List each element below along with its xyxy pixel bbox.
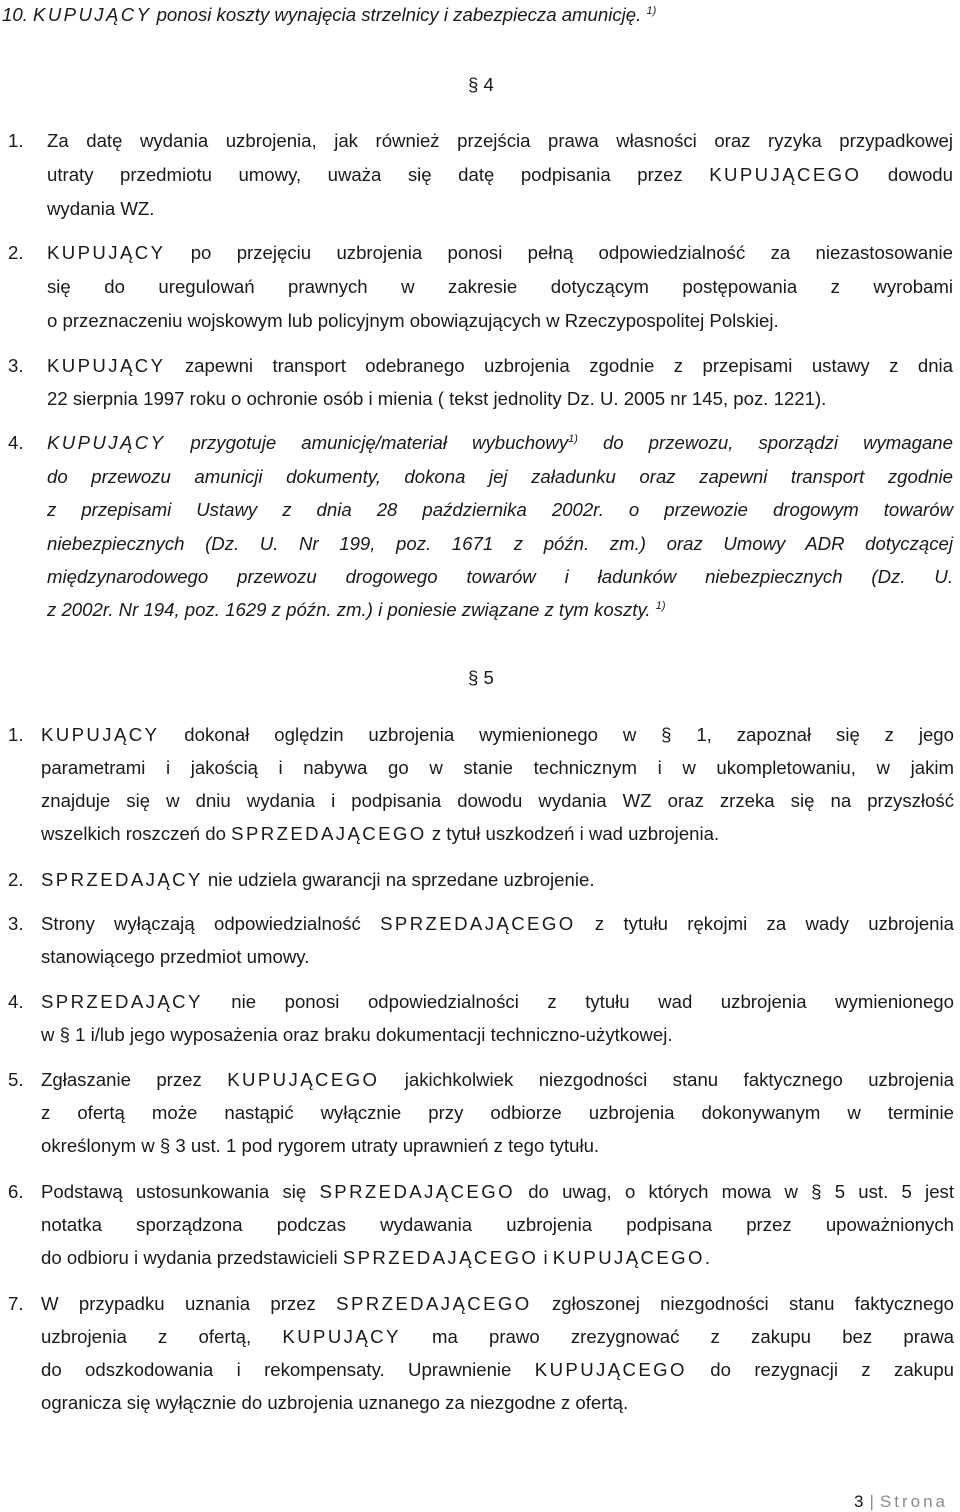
item-line: w § 1 i/lub jego wyposażenia oraz braku dokumentacji techniczno-użytkowej. [41,1024,673,1045]
item-line: z przepisami Ustawy z dnia 28 października 2002r. o przewozie drogowym towarów [47,499,953,520]
party-name: SPRZEDAJĄCEGO [336,1293,532,1314]
item-line [41,1069,954,1091]
section-heading-4: § 4 [468,74,494,95]
party-name: KUPUJĄCEGO [534,1359,687,1380]
item-text: uzbrojenia z ofertą, [41,1326,252,1347]
item-line: stanowiącego przedmiot umowy. [41,946,310,967]
item-line [47,432,953,454]
item-text: ma prawo zrezygnować z zakupu bez prawa [432,1326,955,1347]
item-line: 22 sierpnia 1997 roku o ochronie osób i mienia ( tekst jednolity Dz. U. 2005 nr 145, poz. 1221). [47,388,827,409]
item-text: z 2002r. Nr 194, poz. 1629 z późn. zm.) i poniesie związane z tym koszty. [47,599,651,620]
party-name: SPRZEDAJĄCEGO [342,1247,539,1268]
item-number: 2. [8,869,24,890]
item-line [41,913,954,935]
party-name: KUPUJĄCY [47,242,166,263]
item-text: Podstawą ustosunkowania się [41,1181,307,1202]
item-line: znajduje się w dniu wydania i podpisania dowodu wydania WZ oraz zrzeka się na przyszłość [41,790,954,811]
item-number: 7. [8,1293,24,1314]
page-footer [854,1492,948,1512]
party-name: KUPUJĄCEGO [709,164,862,185]
item-number: 2. [8,242,24,263]
item-text: po przejęciu uzbrojenia ponosi pełną odpowiedzialność za niezastosowanie [190,242,954,263]
item-text: do przewozu, sporządzi wymagane [602,432,953,453]
item-text: dokonał oględzin uzbrojenia wymienionego w § 1, zapoznał się z jego [184,724,954,745]
item-line [41,1247,710,1269]
item-text: i [543,1247,548,1268]
item-text: do uwag, o których mowa w § 5 ust. 5 jest [528,1181,954,1202]
item-line: określonym w § 3 ust. 1 pod rygorem utraty uprawnień z tego tytułu. [41,1135,600,1156]
party-name: KUPUJĄCY [41,724,160,745]
item-line: notatka sporządzona podczas wydawania uzbrojenia podpisana przez upoważnionych [41,1214,954,1235]
party-name: SPRZEDAJĄCEGO [231,823,427,844]
section-heading-5: § 5 [468,667,494,688]
page-label: Strona [879,1492,948,1511]
item-number: 4. [8,432,24,453]
footnote-mark: 1) [568,432,578,445]
item-text: zgłoszonej niezgodności stanu faktycznego [551,1293,954,1314]
item-text: nie ponosi odpowiedzialności z tytułu wad uzbrojenia wymienionego [231,991,954,1012]
item-number: 5. [8,1069,24,1090]
item-line: ogranicza się wyłącznie do uzbrojenia uznanego za niezgodne z ofertą. [41,1392,629,1413]
footnote-mark: 1) [646,4,657,17]
footnote-mark: 1) [655,599,666,612]
party-name: KUPUJĄCY [47,432,166,453]
item-text: dowodu [887,164,953,185]
item-line [41,1293,954,1315]
item-line: międzynarodowego przewozu drogowego towarów i ładunków niebezpiecznych (Dz. U. [47,566,953,587]
party-name: KUPUJĄCY [33,4,152,25]
item-line: Za datę wydania uzbrojenia, jak również przejścia prawa własności oraz ryzyka przypadkowej [47,130,953,151]
party-name: SPRZEDAJĄCY [41,991,203,1012]
item-line: do przewozu amunicji dokumenty, dokona jej załadunku oraz zapewni transport zgodnie [47,466,953,487]
item-text: z tytuł uszkodzeń i wad uzbrojenia. [431,823,720,844]
item-text: wszelkich roszczeń do [41,823,226,844]
item-number: 1. [8,724,24,745]
item-text: do odszkodowania i rekompensaty. Uprawnienie [41,1359,512,1380]
item-10 [2,4,656,26]
item-text: W przypadku uznania przez [41,1293,316,1314]
item-line: wydania WZ. [47,198,155,219]
item-line [41,1359,954,1381]
item-text: nie udziela gwarancji na sprzedane uzbrojenie. [207,869,595,890]
item-text: jakichkolwiek niezgodności stanu faktycznego uzbrojenia [404,1069,954,1090]
item-line: niebezpiecznych (Dz. U. Nr 199, poz. 1671 z późn. zm.) oraz Umowy ADR dotyczącej [47,533,953,554]
item-line [41,869,595,891]
item-number: 4. [8,991,24,1012]
item-text: utraty przedmiotu umowy, uważa się datę podpisania przez [47,164,683,185]
item-line [47,242,953,264]
item-text: zapewni transport odebranego uzbrojenia zgodnie z przepisami ustawy z dnia [184,355,954,376]
item-text: do odbioru i wydania przedstawicieli [41,1247,338,1268]
item-line [47,599,666,621]
item-text: . [704,1247,711,1268]
item-line: się do uregulowań prawnych w zakresie dotyczącym postępowania z wyrobami [47,276,953,297]
item-line [41,1326,954,1348]
party-name: KUPUJĄCY [47,355,166,376]
item-text: z tytułu rękojmi za wady uzbrojenia [594,913,954,934]
item-line [41,1181,954,1203]
item-line [41,823,719,845]
page-number: 3 [854,1492,864,1511]
item-number: 1. [8,130,24,151]
party-name: SPRZEDAJĄCY [41,869,203,890]
party-name: KUPUJĄCY [282,1326,401,1347]
item-line: z ofertą może nastąpić wyłącznie przy odbiorze uzbrojenia dokonywanym w terminie [41,1102,954,1123]
item-line: o przeznaczeniu wojskowym lub policyjnym obowiązujących w Rzeczypospolitej Polskiej. [47,310,779,331]
item-text: ponosi koszty wynajęcia strzelnicy i zabezpiecza amunicję. [156,4,642,25]
item-text: Zgłaszanie przez [41,1069,202,1090]
party-name: SPRZEDAJĄCEGO [319,1181,515,1202]
item-text: przygotuje amunicję/materiał wybuchowy [190,432,569,453]
item-line [47,355,953,377]
item-number: 3. [8,355,24,376]
item-text: do rezygnacji z zakupu [710,1359,955,1380]
party-name: SPRZEDAJĄCEGO [380,913,576,934]
item-line [47,164,953,186]
item-number: 6. [8,1181,24,1202]
item-line [41,724,954,746]
party-name: KUPUJĄCEGO [552,1247,705,1268]
item-number: 10. [2,4,28,25]
item-number: 3. [8,913,24,934]
item-line [41,991,954,1013]
item-line: parametrami i jakością i nabywa go w stanie technicznym i w ukompletowaniu, w jakim [41,757,954,778]
footer-separator: | [869,1492,874,1511]
item-text: Strony wyłączają odpowiedzialność [41,913,361,934]
party-name: KUPUJĄCEGO [227,1069,380,1090]
